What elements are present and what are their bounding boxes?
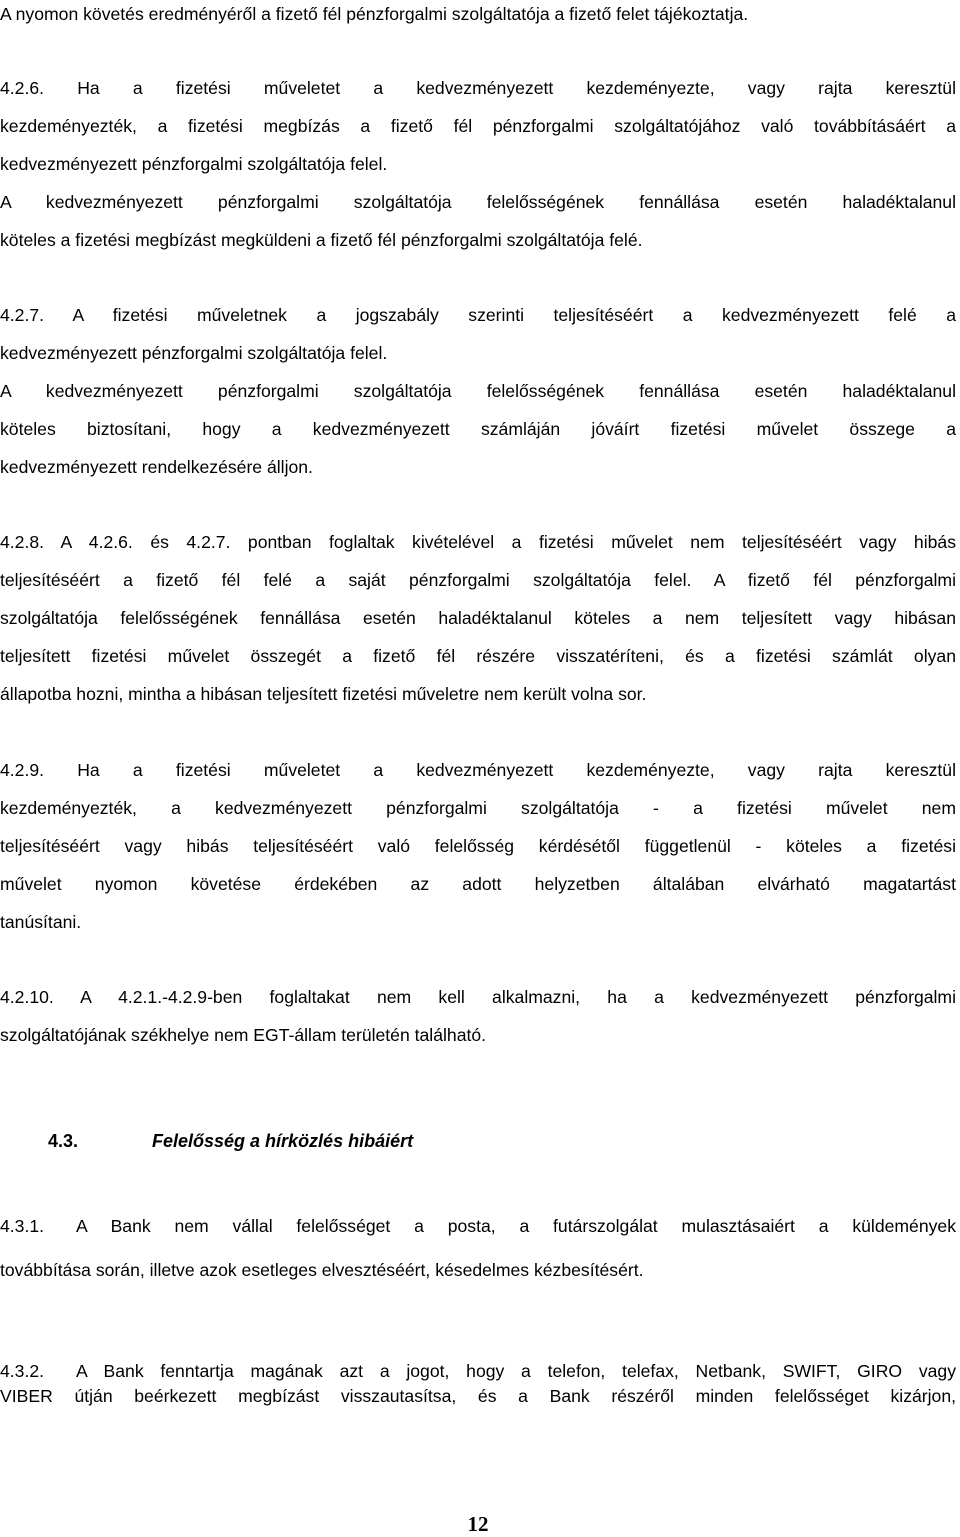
section-heading: [48, 1129, 413, 1153]
text-line: teljesítéséért a fizető fél felé a saját pénzforgalmi szolgáltatója felel. A fizető fél pénzforgalmi: [0, 570, 956, 590]
text-line: köteles a fizetési megbízást megküldeni a fizető fél pénzforgalmi szolgáltatója felé.: [0, 230, 643, 250]
text-line: A Bank fenntartja magának azt a jogot, hogy a telefon, telefax, Netbank, SWIFT, GIRO vagy: [76, 1361, 956, 1381]
text-line: A nyomon követés eredményéről a fizető fél pénzforgalmi szolgáltatója a fizető felet tájékoztatja.: [0, 4, 749, 24]
text-line: tanúsítani.: [0, 912, 82, 932]
text-line: kedvezményezett pénzforgalmi szolgáltatója felel.: [0, 343, 388, 363]
paragraph-number: 4.3.2.: [0, 1361, 45, 1381]
text-line: állapotba hozni, mintha a hibásan teljesített fizetési műveletre nem került volna sor.: [0, 684, 647, 704]
text-line: teljesített fizetési művelet összegét a fizető fél részére visszatéríteni, és a fizetési számlát olyan: [0, 646, 956, 666]
text-line: szolgáltatója felelősségének fennállása esetén haladéktalanul köteles a nem teljesített vagy hibásan: [0, 608, 956, 628]
text-line: 4.2.8. A 4.2.6. és 4.2.7. pontban foglaltak kivételével a fizetési művelet nem teljesítéséért vagy hibás: [0, 532, 956, 552]
page-number: 12: [467, 1512, 489, 1536]
text-line: teljesítéséért vagy hibás teljesítéséért való felelősség kérdésétől függetlenül - köteles a fizetési: [0, 836, 956, 856]
text-line: kedvezményezett rendelkezésére álljon.: [0, 457, 313, 477]
text-line: 4.2.6. Ha a fizetési műveletet a kedvezményezett kezdeményezte, vagy rajta keresztül: [0, 78, 956, 98]
paragraph-number: 4.3.1.: [0, 1216, 45, 1236]
text-line: A kedvezményezett pénzforgalmi szolgáltatója felelősségének fennállása esetén haladéktalanul: [0, 192, 956, 212]
text-line: szolgáltatójának székhelye nem EGT-állam területén található.: [0, 1025, 487, 1045]
text-line: 4.2.7. A fizetési műveletnek a jogszabály szerinti teljesítéséért a kedvezményezett felé a: [0, 305, 956, 325]
text-line: köteles biztosítani, hogy a kedvezményezett számláján jóváírt fizetési művelet összege a: [0, 419, 956, 439]
text-line: A kedvezményezett pénzforgalmi szolgáltatója felelősségének fennállása esetén haladéktalanul: [0, 381, 956, 401]
section-heading-title: Felelősség a hírközlés hibáiért: [152, 1131, 414, 1151]
text-line: továbbítása során, illetve azok esetleges elvesztéséért, késedelmes kézbesítésért.: [0, 1260, 644, 1280]
text-line: 4.2.9. Ha a fizetési műveletet a kedvezményezett kezdeményezte, vagy rajta keresztül: [0, 760, 956, 780]
text-line: kezdeményezték, a kedvezményezett pénzforgalmi szolgáltatója - a fizetési művelet nem: [0, 798, 956, 818]
text-line: 4.2.10. A 4.2.1.-4.2.9-ben foglaltakat nem kell alkalmazni, ha a kedvezményezett pénzforgalmi: [0, 987, 956, 1007]
text-line: VIBER útján beérkezett megbízást visszautasítsa, és a Bank részéről minden felelősséget kizárjon,: [0, 1386, 956, 1406]
text-line: kedvezményezett pénzforgalmi szolgáltatója felel.: [0, 154, 388, 174]
text-line: A Bank nem vállal felelősséget a posta, a futárszolgálat mulasztásaiért a küldemények: [76, 1216, 956, 1236]
section-heading-number: 4.3.: [48, 1131, 79, 1151]
text-line: művelet nyomon követése érdekében az adott helyzetben általában elvárható magatartást: [0, 874, 956, 894]
text-line: kezdeményezték, a fizetési megbízás a fizető fél pénzforgalmi szolgáltatójához való továbbításáért a: [0, 116, 956, 136]
